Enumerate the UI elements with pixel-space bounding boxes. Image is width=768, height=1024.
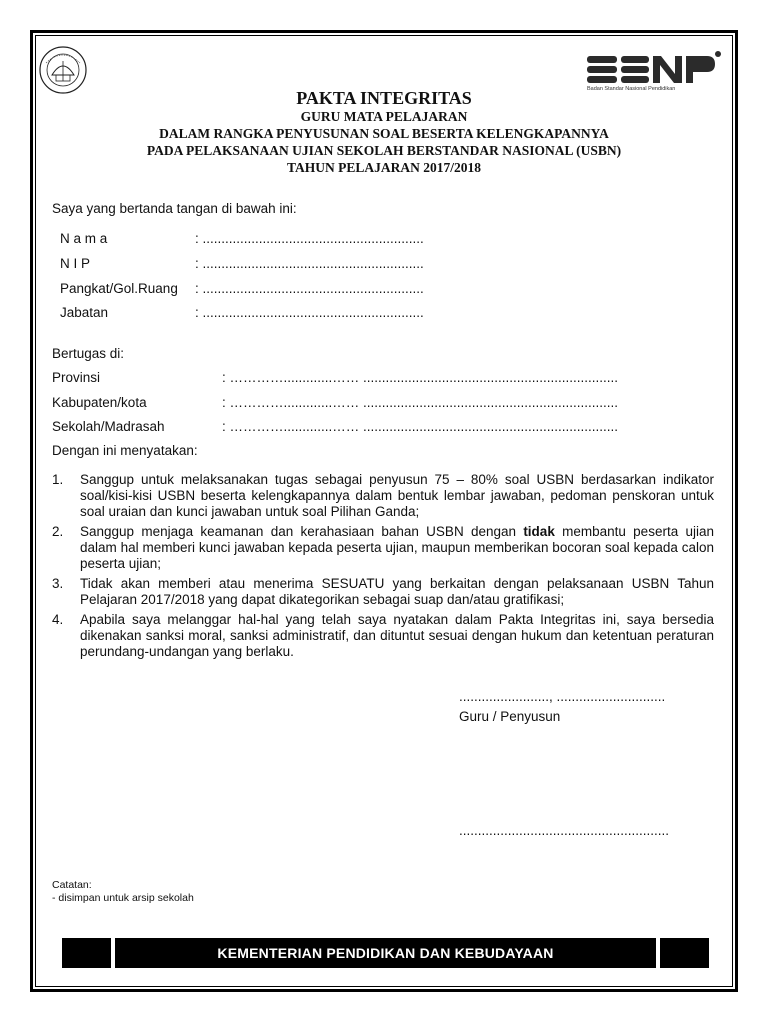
statement-text: Sanggup untuk melaksanakan tugas sebagai penyusun 75 – 80% soal USBN berdasarkan indikator soal/kisi-kisi USBN beserta kelengkapannya dalam bentuk lembar jawaban, pedoman penskoran untuk soal uraian dan kunci jawaban untuk soal Pilihan Ganda; (80, 472, 714, 519)
field-label-kabupaten: Kabupaten/kota (52, 395, 147, 410)
statement-item (52, 472, 714, 520)
statement-item (52, 524, 714, 572)
title-block (60, 88, 708, 176)
notes-heading: Catatan: (52, 879, 92, 891)
footer-ministry-bar: KEMENTERIAN PENDIDIKAN DAN KEBUDAYAAN (115, 938, 656, 968)
field-value-sekolah[interactable]: : ………….............…… .................................................................... (222, 419, 619, 434)
field-label-sekolah: Sekolah/Madrasah (52, 419, 165, 434)
subtitle-line-4: TAHUN PELAJARAN 2017/2018 (286, 160, 481, 175)
footer-block-right (660, 938, 709, 968)
statement-list (52, 472, 714, 664)
field-label-nama: N a m a (60, 231, 108, 246)
bsnp-logo-caption: Badan Standar Nasional Pendidikan (587, 86, 676, 92)
subtitle-line-1: GURU MATA PELAJARAN (300, 109, 468, 124)
statement-text-before: Sanggup menjaga keamanan dan kerahasiaan bahan USBN dengan (80, 524, 524, 539)
field-value-kabupaten[interactable]: : ………….............…… .................................................................... (222, 395, 619, 410)
field-value-nip[interactable]: : ........................................................... (195, 256, 424, 271)
field-value-provinsi[interactable]: : ………….............…… .................................................................... (222, 370, 619, 385)
statement-number: 2. (52, 524, 64, 539)
statement-text: Apabila saya melanggar hal-hal yang telah saya nyatakan dalam Pakta Integritas ini, saya bersedia dikenakan sanksi moral, sanksi administratif, dan dituntut sesuai dengan hukum dan ketentuan peraturan perundang-undangan yang berlaku. (80, 612, 714, 659)
footer-block-left (62, 938, 111, 968)
field-value-pangkat[interactable]: : ........................................................... (195, 281, 424, 296)
subtitle-line-2: DALAM RANGKA PENYUSUNAN SOAL BESERTA KELENGKAPANNYA (159, 126, 609, 141)
subtitle-line-3: PADA PELAKSANAAN UJIAN SEKOLAH BERSTANDAR NASIONAL (USBN) (146, 143, 622, 158)
statement-number: 4. (52, 612, 64, 627)
intro-text: Saya yang bertanda tangan di bawah ini: (52, 201, 297, 216)
signature-role: Guru / Penyusun (459, 709, 561, 724)
statement-item (52, 576, 714, 608)
field-label-provinsi: Provinsi (52, 370, 101, 385)
signature-line[interactable]: ........................................................ (459, 823, 670, 838)
statement-text-after: membantu peserta ujian dalam hal memberi kunci jawaban kepada peserta ujian, maupun memberikan bocoran soal kepada calon peserta ujian; (80, 524, 715, 571)
statement-number: 1. (52, 472, 64, 487)
field-value-jabatan[interactable]: : ........................................................... (195, 305, 424, 320)
declare-heading: Dengan ini menyatakan: (52, 443, 198, 458)
statement-number: 3. (52, 576, 64, 591)
document-title: PAKTA INTEGRITAS (296, 88, 472, 108)
duty-heading: Bertugas di: (52, 346, 125, 361)
signature-place-date[interactable]: ........................, ............................. (459, 689, 666, 704)
field-label-jabatan: Jabatan (60, 305, 109, 320)
statement-bold-word: tidak (523, 524, 555, 539)
field-label-pangkat: Pangkat/Gol.Ruang (60, 281, 178, 296)
notes-block (52, 879, 194, 905)
statement-item (52, 612, 714, 660)
field-value-nama[interactable]: : ........................................................... (195, 231, 424, 246)
statement-text: Tidak akan memberi atau menerima SESUATU yang berkaitan dengan pelaksanaan USBN Tahun Pelajaran 2017/2018 yang dapat dikategorikan sebagai suap dan/atau gratifikasi; (80, 576, 714, 607)
notes-item: - disimpan untuk arsip sekolah (52, 892, 194, 904)
field-label-nip: N I P (60, 256, 91, 271)
